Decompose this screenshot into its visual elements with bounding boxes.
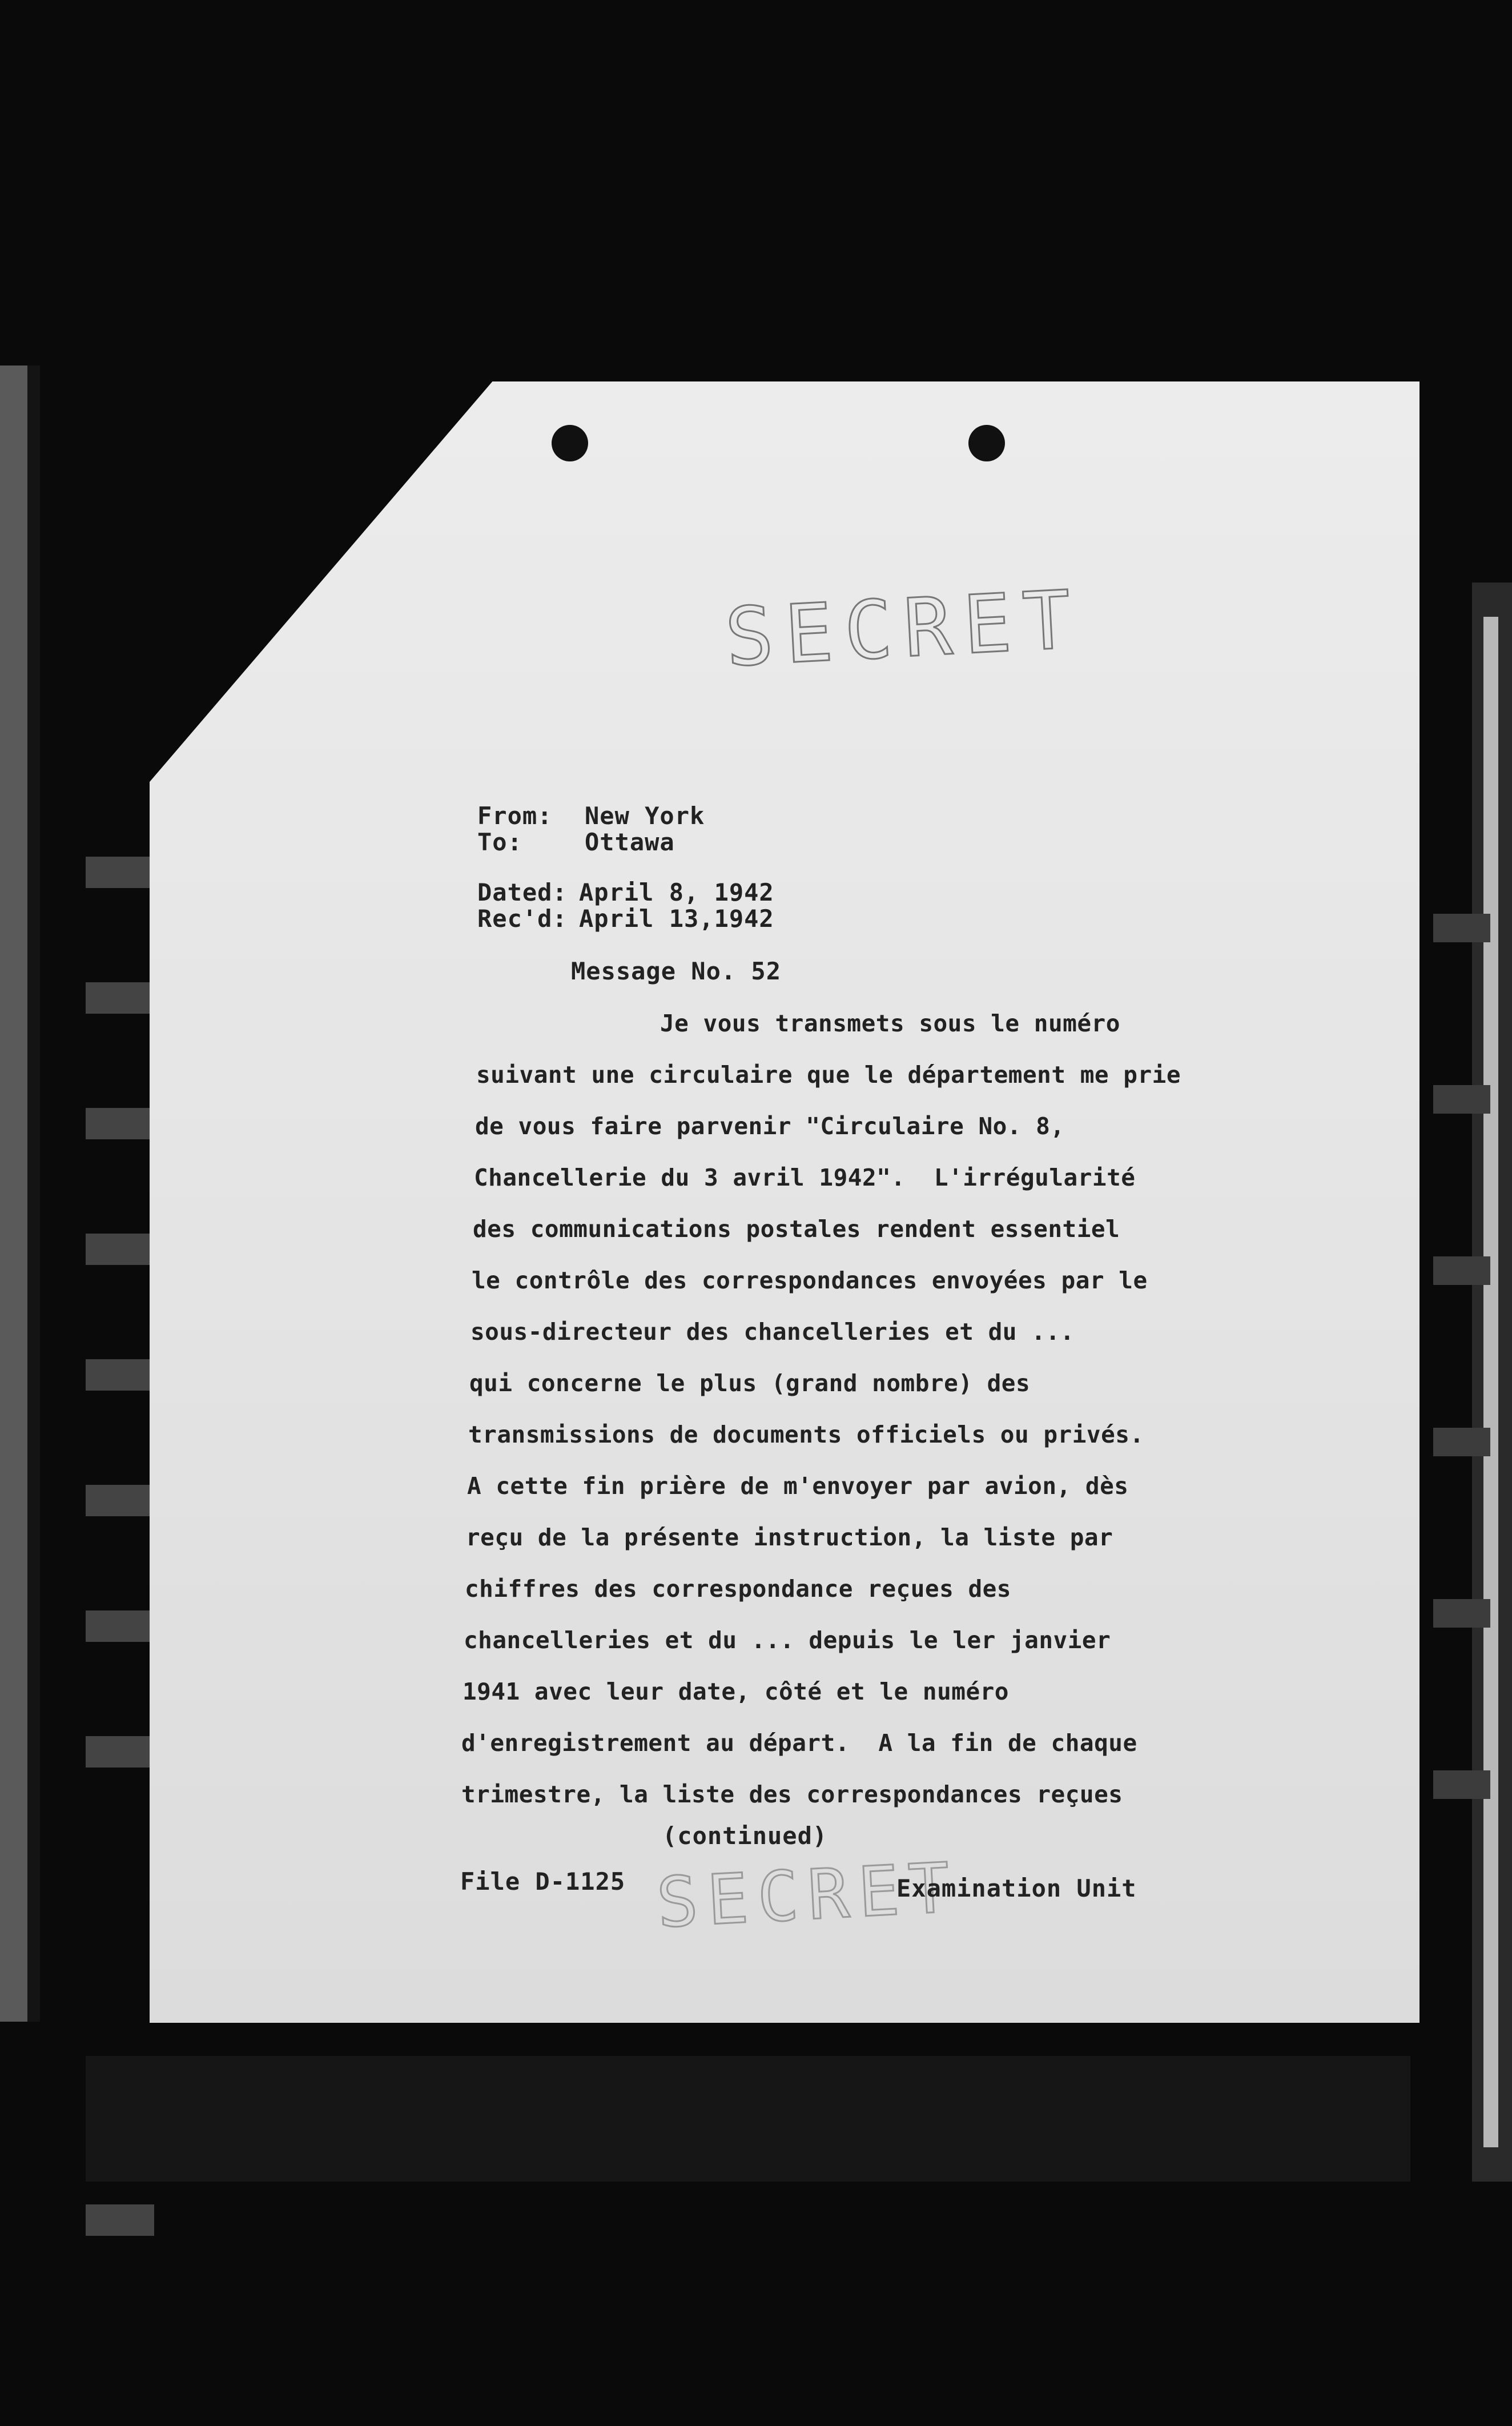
film-band	[86, 1108, 154, 1139]
film-edge-left	[0, 365, 27, 2022]
body-line: reçu de la présente instruction, la liste par	[466, 1524, 1113, 1551]
body-line: d'enregistrement au départ. A la fin de chaque	[461, 1729, 1137, 1757]
body-line: sous-directeur des chancelleries et du ...	[471, 1318, 1075, 1345]
film-edge-left-shadow	[27, 365, 40, 2022]
body-line: transmissions de documents officiels ou privés.	[468, 1421, 1144, 1448]
body-line: des communications postales rendent essentiel	[473, 1215, 1120, 1243]
film-band	[86, 1485, 154, 1516]
body-line: suivant une circulaire que le département me prie	[476, 1061, 1181, 1089]
film-band	[1433, 1770, 1490, 1799]
secret-stamp: SECRET	[723, 573, 1085, 685]
film-band	[86, 1234, 154, 1265]
from-label: From:	[477, 802, 553, 830]
film-band	[1433, 914, 1490, 942]
film-band	[86, 857, 154, 888]
film-lower-band	[86, 2056, 1410, 2182]
examination-unit: Examination Unit	[896, 1874, 1137, 1902]
film-band	[86, 2204, 154, 2236]
body-line: chancelleries et du ... depuis le ler janvier	[464, 1626, 1111, 1654]
from-value: New York	[585, 802, 705, 830]
to-value: Ottawa	[585, 828, 675, 856]
body-line: Je vous transmets sous le numéro	[660, 1010, 1120, 1037]
secret-stamp-bottom: SECRET	[654, 1848, 961, 1943]
continued-note: (continued)	[662, 1822, 828, 1850]
dated-value: April 8, 1942	[579, 878, 774, 906]
body-line: trimestre, la liste des correspondances reçues	[461, 1781, 1123, 1808]
body-line: de vous faire parvenir "Circulaire No. 8,	[475, 1112, 1065, 1140]
recd-value: April 13,1942	[579, 905, 774, 933]
film-band	[1433, 1085, 1490, 1114]
body-line: Chancellerie du 3 avril 1942". L'irrégularité	[474, 1164, 1136, 1191]
body-line: 1941 avec leur date, côté et le numéro	[463, 1678, 1009, 1705]
film-band	[1433, 1256, 1490, 1285]
recd-label: Rec'd:	[477, 905, 568, 933]
body-line: qui concerne le plus (grand nombre) des	[469, 1369, 1031, 1397]
punch-hole	[968, 425, 1005, 461]
film-edge-right-strip	[1483, 617, 1498, 2147]
film-band	[86, 1610, 154, 1642]
body-line: A cette fin prière de m'envoyer par avion, dès	[467, 1472, 1129, 1500]
dated-label: Dated:	[477, 878, 568, 906]
message-number: Message No. 52	[571, 957, 782, 985]
to-label: To:	[477, 828, 522, 856]
body-line: le contrôle des correspondances envoyées par le	[472, 1267, 1148, 1294]
file-number: File D-1125	[460, 1867, 626, 1895]
film-band	[1433, 1428, 1490, 1456]
film-band	[86, 1736, 154, 1768]
film-band	[86, 982, 154, 1014]
body-line: chiffres des correspondance reçues des	[465, 1575, 1011, 1602]
film-band	[86, 1359, 154, 1391]
punch-hole	[552, 425, 588, 461]
film-band	[1433, 1599, 1490, 1628]
